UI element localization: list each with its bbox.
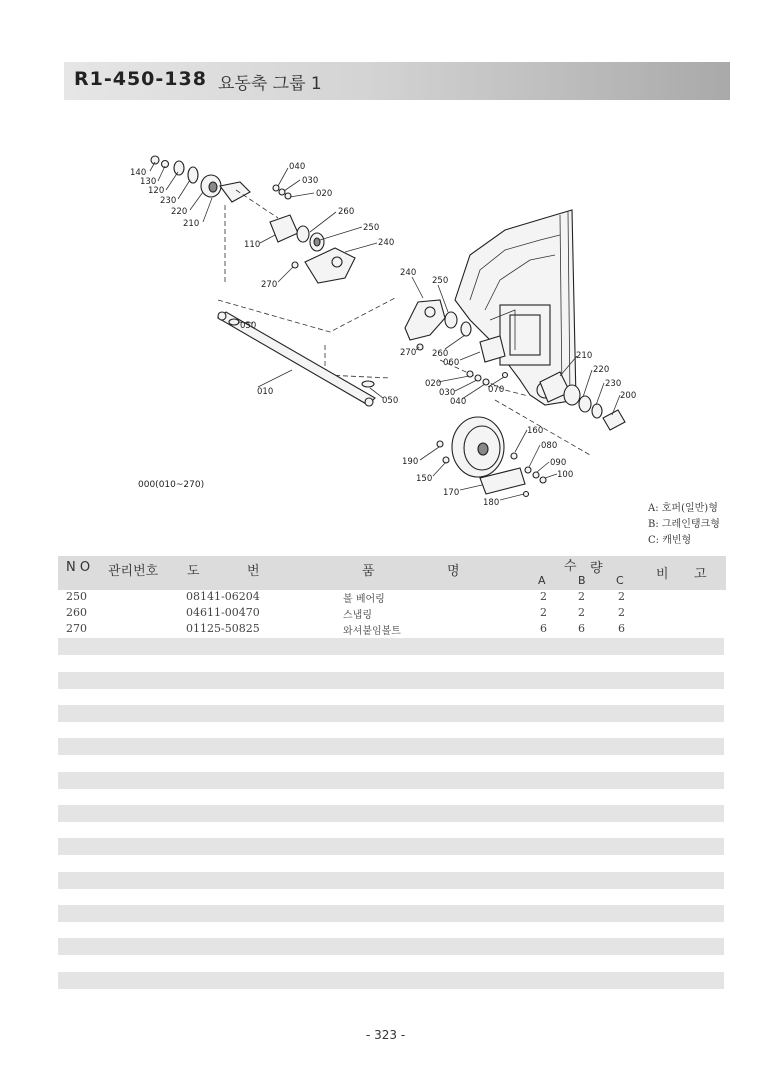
part-label: 240 [378, 238, 395, 248]
cell-qty-b: 2 [578, 590, 585, 603]
table-stripe [58, 838, 724, 855]
header-qty-c: C [616, 574, 624, 587]
part-label: 230 [160, 196, 177, 206]
part-label: 260 [338, 207, 355, 217]
part-label: 170 [443, 488, 460, 498]
table-stripe [58, 638, 724, 655]
header-quantity-1: 수 [564, 559, 577, 574]
part-label: 100 [557, 470, 574, 480]
part-label: 120 [148, 186, 165, 196]
table-stripe [58, 672, 724, 689]
header-drawing-number-1: 도 [187, 564, 200, 579]
header-management-number: 관리번호 [108, 564, 159, 579]
part-label: 090 [550, 458, 567, 468]
part-label: 140 [130, 168, 147, 178]
part-label: 080 [541, 441, 558, 451]
part-label: 220 [593, 365, 610, 375]
cell-part-name: 와셔붙임볼트 [343, 626, 401, 637]
part-label: 230 [605, 379, 622, 389]
part-label: 030 [439, 388, 456, 398]
table-stripe [58, 972, 724, 989]
header-drawing-number-2: 번 [247, 564, 260, 579]
cell-qty-b: 2 [578, 606, 585, 619]
cell-qty-a: 2 [540, 590, 547, 603]
header-remarks-1: 비 [656, 567, 669, 582]
part-label: 160 [527, 426, 544, 436]
shaft-upper-group [270, 185, 355, 283]
cell-drawing-number: 01125-50825 [186, 622, 260, 635]
part-label: 270 [261, 280, 278, 290]
part-label: 010 [257, 387, 274, 397]
part-label: 150 [416, 474, 433, 484]
cell-no: 270 [66, 622, 87, 635]
part-label: 220 [171, 207, 188, 217]
part-label: 040 [289, 162, 306, 172]
part-label: 110 [244, 240, 261, 250]
part-label: 050 [382, 396, 399, 406]
cell-qty-b: 6 [578, 622, 585, 635]
table-stripe [58, 938, 724, 955]
part-label: 210 [183, 219, 200, 229]
part-label: 020 [316, 189, 333, 199]
part-label: 130 [140, 177, 157, 187]
cell-qty-c: 2 [618, 606, 625, 619]
legend-c: C: 캐빈형 [648, 535, 692, 546]
part-label: 270 [400, 348, 417, 358]
table-stripe [58, 772, 724, 789]
part-label: 200 [620, 391, 637, 401]
cell-part-name: 볼 베어링 [343, 594, 385, 605]
cell-part-name: 스냅링 [343, 610, 372, 621]
part-label: 070 [488, 385, 505, 395]
part-label: 250 [363, 223, 380, 233]
group-code: R1-450-138 [74, 68, 207, 90]
part-label: 260 [432, 349, 449, 359]
cell-no: 250 [66, 590, 87, 603]
cell-drawing-number: 08141-06204 [186, 590, 260, 603]
table-stripe [58, 905, 724, 922]
part-label: 180 [483, 498, 500, 508]
table-row [0, 622, 773, 636]
cell-qty-c: 6 [618, 622, 625, 635]
header-quantity-2: 량 [590, 561, 603, 576]
table-stripe [58, 738, 724, 755]
cell-drawing-number: 04611-00470 [186, 606, 260, 619]
part-label: 250 [432, 276, 449, 286]
table-stripe [58, 705, 724, 722]
cell-qty-a: 2 [540, 606, 547, 619]
legend-a: A: 호퍼(일반)형 [648, 503, 718, 514]
table-stripe [58, 805, 724, 822]
part-label: 240 [400, 268, 417, 278]
part-label: 190 [402, 457, 419, 467]
header-no: N O [66, 560, 91, 575]
part-label: 020 [425, 379, 442, 389]
header-qty-b: B [578, 574, 586, 587]
page-number: - 323 - [366, 1028, 406, 1042]
part-label: 040 [450, 397, 467, 407]
header-remarks-2: 고 [694, 567, 707, 582]
table-row [0, 590, 773, 604]
assembly-range-label: 000(010~270) [138, 480, 205, 490]
table-row [0, 606, 773, 620]
header-part-name-2: 명 [447, 564, 460, 579]
group-name: 요동축 그룹 1 [218, 74, 322, 94]
header-part-name-1: 품 [362, 564, 375, 579]
part-label: 210 [576, 351, 593, 361]
table-stripe [58, 872, 724, 889]
hub-assembly-left [151, 156, 278, 285]
cell-qty-c: 2 [618, 590, 625, 603]
part-label: 060 [443, 358, 460, 368]
part-label: 050 [240, 321, 257, 331]
cell-qty-a: 6 [540, 622, 547, 635]
header-qty-a: A [538, 574, 546, 587]
part-label: 030 [302, 176, 319, 186]
cell-no: 260 [66, 606, 87, 619]
legend-b: B: 그레인탱크형 [648, 519, 720, 530]
